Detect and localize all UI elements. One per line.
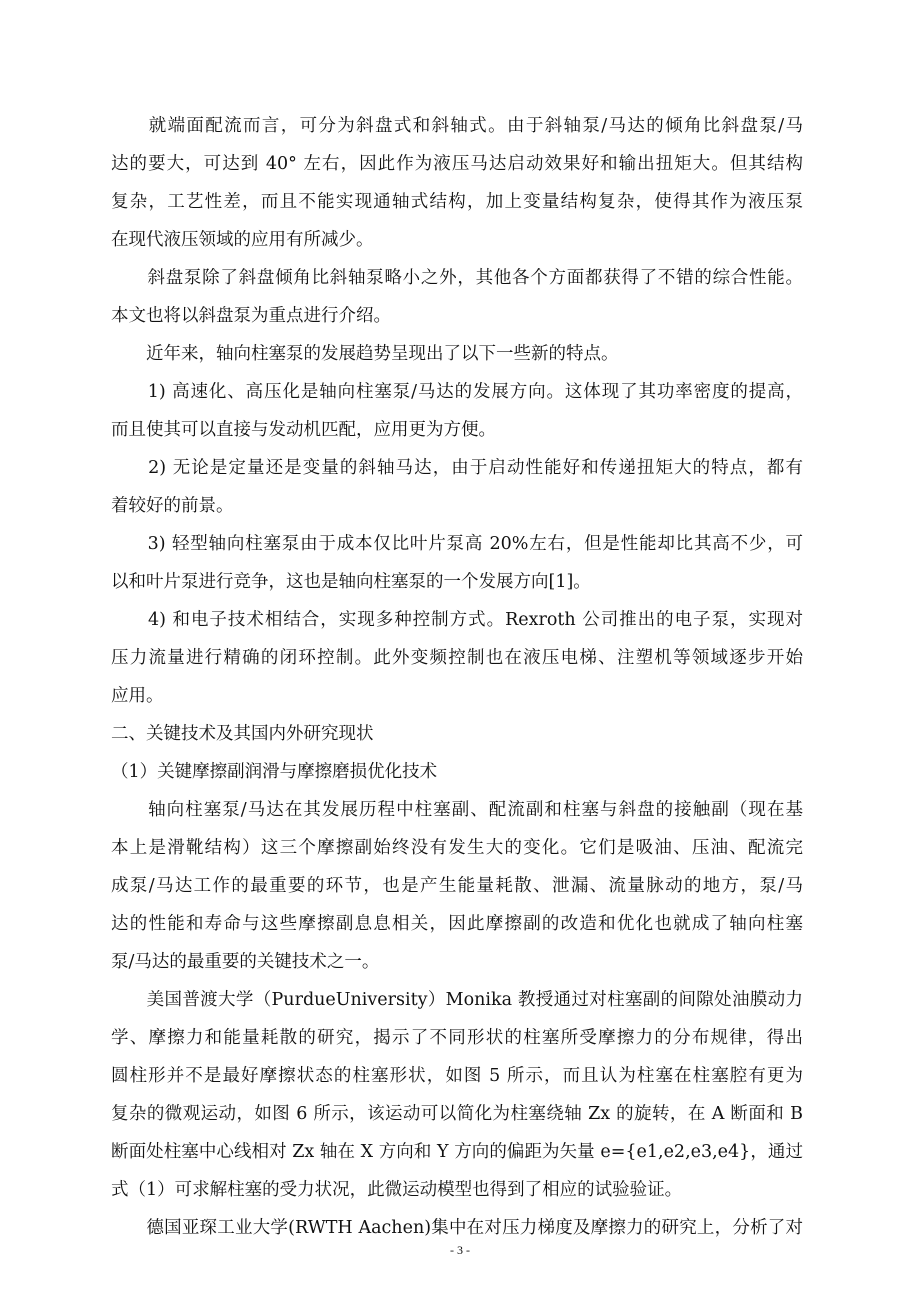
text-line: 以和叶片泵进行竞争，这也是轴向柱塞泵的一个发展方向[1]。	[111, 572, 591, 592]
text-line: 斜盘泵除了斜盘倾角比斜轴泵略小之外，其他各个方面都获得了不错的综合性能。	[111, 268, 803, 288]
text-line: 着较好的前景。	[111, 496, 234, 516]
text-line: 断面处柱塞中心线相对 Zx 轴在 X 方向和 Y 方向的偏距为矢量 e={e1,e2,e3,e4}，通过	[111, 1142, 803, 1162]
text-line: 本上是滑靴结构）这三个摩擦副始终没有发生大的变化。它们是吸油、压油、配流完	[111, 838, 803, 858]
text-line: 4) 和电子技术相结合，实现多种控制方式。Rexroth 公司推出的电子泵，实现对	[111, 610, 803, 630]
text-line: 复杂，工艺性差，而且不能实现通轴式结构，加上变量结构复杂，使得其作为液压泵	[111, 192, 803, 212]
text-line: 德国亚琛工业大学(RWTH Aachen)集中在对压力梯度及摩擦力的研究上，分析了对	[111, 1218, 803, 1238]
text-line: 应用。	[111, 686, 164, 706]
text-line: 泵/马达的最重要的关键技术之一。	[111, 952, 380, 972]
text-line: 本文也将以斜盘泵为重点进行介绍。	[111, 306, 391, 326]
text-line: 在现代液压领域的应用有所减少。	[111, 230, 374, 250]
text-line: 2) 无论是定量还是变量的斜轴马达，由于启动性能好和传递扭矩大的特点，都有	[111, 458, 803, 478]
text-line: 式（1）可求解柱塞的受力状况，此微运动模型也得到了相应的试验验证。	[111, 1180, 683, 1200]
text-line: 近年来，轴向柱塞泵的发展趋势呈现出了以下一些新的特点。	[111, 344, 619, 364]
text-line: 学、摩擦力和能量耗散的研究，揭示了不同形状的柱塞所受摩擦力的分布规律，得出	[111, 1028, 803, 1048]
text-line: 二、关键技术及其国内外研究现状	[111, 724, 374, 744]
text-line: 而且使其可以直接与发动机匹配，应用更为方便。	[111, 420, 496, 440]
page-number: - 3 -	[450, 1243, 470, 1257]
text-line: 达的要大，可达到 40° 左右，因此作为液压马达启动效果好和输出扭矩大。但其结构	[111, 154, 803, 174]
text-line: 就端面配流而言，可分为斜盘式和斜轴式。由于斜轴泵/马达的倾角比斜盘泵/马	[111, 116, 803, 136]
text-line: 圆柱形并不是最好摩擦状态的柱塞形状，如图 5 所示，而且认为柱塞在柱塞腔有更为	[111, 1066, 803, 1086]
text-line: 美国普渡大学（PurdueUniversity）Monika 教授通过对柱塞副的间隙处油膜动力	[111, 990, 803, 1010]
text-line: （1）关键摩擦副润滑与摩擦磨损优化技术	[111, 762, 438, 782]
text-line: 轴向柱塞泵/马达在其发展历程中柱塞副、配流副和柱塞与斜盘的接触副（现在基	[111, 800, 803, 820]
text-line: 达的性能和寿命与这些摩擦副息息相关，因此摩擦副的改造和优化也就成了轴向柱塞	[111, 914, 803, 934]
text-line: 复杂的微观运动，如图 6 所示，该运动可以简化为柱塞绕轴 Zx 的旋转，在 A 断面和 B	[111, 1104, 803, 1124]
text-line: 1) 高速化、高压化是轴向柱塞泵/马达的发展方向。这体现了其功率密度的提高，	[111, 382, 803, 402]
text-line: 成泵/马达工作的最重要的环节，也是产生能量耗散、泄漏、流量脉动的地方，泵/马	[111, 876, 803, 896]
text-line: 压力流量进行精确的闭环控制。此外变频控制也在液压电梯、注塑机等领域逐步开始	[111, 648, 803, 668]
text-line: 3) 轻型轴向柱塞泵由于成本仅比叶片泵高 20%左右，但是性能却比其高不少，可	[111, 534, 803, 554]
